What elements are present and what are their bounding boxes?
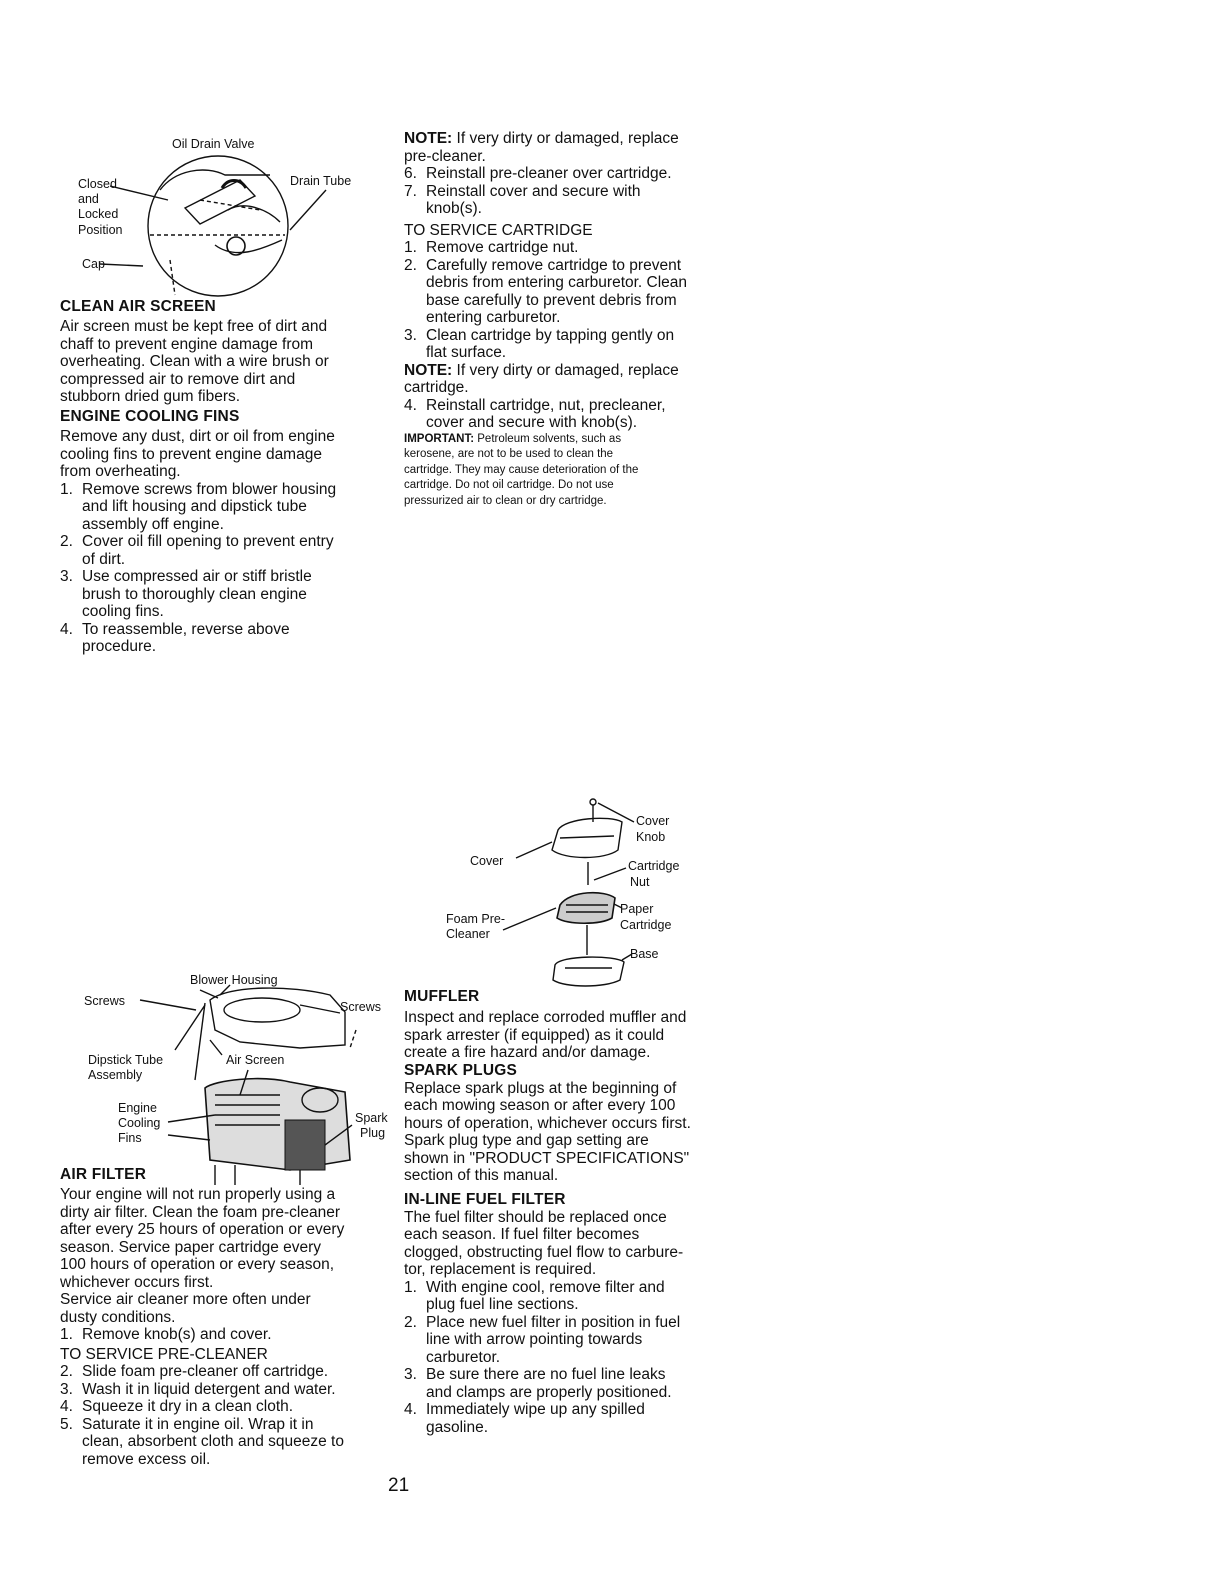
- step-number: 2.: [404, 1313, 417, 1331]
- heading-in-line-fuel-filter: IN-LINE FUEL FILTER: [404, 1190, 566, 1208]
- text-line: cartridge.: [404, 379, 469, 396]
- label-cartridge-nut-1: Cartridge: [628, 859, 680, 873]
- text-line: season. Service paper cartridge every: [60, 1238, 322, 1256]
- step-number: 5.: [60, 1415, 73, 1433]
- text-line: Reinstall pre-cleaner over cartridge.: [426, 165, 672, 182]
- step-number: 2.: [60, 1363, 73, 1380]
- text-line: of dirt.: [82, 550, 126, 568]
- list-item: [404, 1279, 734, 1314]
- text-line: Carefully remove cartridge to prevent: [426, 256, 682, 274]
- text-line: spark arrester (if equipped) as it could: [404, 1026, 665, 1044]
- label-assembly: Assembly: [88, 1068, 143, 1082]
- label-base: Base: [630, 947, 659, 961]
- heading-air-filter: AIR FILTER: [60, 1166, 147, 1183]
- text-line: plug fuel line sections.: [426, 1296, 579, 1313]
- list-item: [404, 1314, 734, 1367]
- step-number: 4.: [60, 620, 73, 638]
- note-label: NOTE:: [404, 130, 453, 147]
- text-line: compressed air to remove dirt and: [60, 370, 296, 388]
- label-cap: Cap: [82, 257, 105, 271]
- text-line: Remove knob(s) and cover.: [82, 1326, 272, 1343]
- label-paper-2: Cartridge: [620, 918, 672, 932]
- step-number: 3.: [60, 568, 73, 585]
- text-line: cooling fins to prevent engine damage: [60, 445, 322, 463]
- text-line: pre-cleaner.: [404, 147, 486, 165]
- page-number: 21: [388, 1475, 410, 1496]
- text-line: Service air cleaner more often under: [60, 1291, 311, 1308]
- step-number: 6.: [404, 165, 417, 182]
- step-number: 2.: [60, 533, 73, 550]
- heading-engine-cooling-fins: ENGINE COOLING FINS: [60, 408, 240, 425]
- text-line: section of this manual.: [404, 1167, 559, 1184]
- text-line: knob(s).: [426, 200, 482, 217]
- label-dipstick-tube: Dipstick Tube: [88, 1053, 164, 1067]
- text-line: Remove any dust, dirt or oil from engine: [60, 428, 335, 445]
- text-line: clean, absorbent cloth and squeeze to: [82, 1433, 344, 1450]
- text-line: each mowing season or after every 100: [404, 1097, 676, 1114]
- label-paper-1: Paper: [620, 902, 654, 916]
- text-line: Remove cartridge nut.: [426, 239, 579, 256]
- text-line: kerosene, are not to be used to clean the: [404, 448, 614, 460]
- label-foam-cleaner: Cleaner: [446, 927, 490, 941]
- text-line: from overheating.: [60, 463, 181, 480]
- label-spark: Spark: [355, 1111, 388, 1125]
- label-air-screen: Air Screen: [226, 1053, 285, 1067]
- text-line: Squeeze it dry in a clean cloth.: [82, 1398, 294, 1415]
- text-line: line with arrow pointing towards: [426, 1331, 643, 1348]
- text-line: create a fire hazard and/or damage.: [404, 1044, 651, 1061]
- text-line: hours of operation, whichever occurs first.: [404, 1114, 691, 1132]
- list-item: [404, 1401, 734, 1436]
- text-line: remove excess oil.: [82, 1450, 211, 1468]
- text-line: Spark plug type and gap setting are: [404, 1132, 649, 1149]
- label-oil-drain-valve: Oil Drain Valve: [172, 137, 255, 151]
- label-locked: Locked: [78, 207, 119, 221]
- text-line: cooling fins.: [82, 603, 164, 620]
- label-closed: Closed: [78, 177, 117, 191]
- text-line: Replace spark plugs at the beginning of: [404, 1079, 677, 1097]
- step-number: 3.: [60, 1380, 73, 1398]
- label-cover-knob-2: Knob: [636, 830, 666, 844]
- step-number: 4.: [404, 1401, 417, 1418]
- list-item: [60, 1381, 390, 1399]
- step-number: 4.: [404, 396, 417, 414]
- subheading-pre-cleaner: TO SERVICE PRE-CLEANER: [60, 1345, 268, 1363]
- heading-spark-plugs: SPARK PLUGS: [404, 1061, 518, 1079]
- step-number: 1.: [60, 480, 73, 498]
- text-line: tor, replacement is required.: [404, 1261, 597, 1278]
- right-column-bottom: [404, 1009, 734, 1436]
- text-line: and clamps are properly positioned.: [426, 1383, 672, 1401]
- text-line: shown in "PRODUCT SPECIFICATIONS": [404, 1149, 690, 1167]
- step-number: 1.: [60, 1326, 73, 1343]
- step-number: 3.: [404, 1366, 417, 1383]
- text-line: procedure.: [82, 638, 157, 655]
- text-line: entering carburetor.: [426, 309, 561, 326]
- important-text: Petroleum solvents, such as: [474, 432, 622, 445]
- text-line: Reinstall cartridge, nut, precleaner,: [426, 396, 666, 414]
- list-item: [60, 1416, 390, 1469]
- text-line: whichever occurs first.: [60, 1273, 214, 1291]
- label-fins: Fins: [118, 1131, 142, 1145]
- text-line: Inspect and replace corroded muffler and: [404, 1009, 687, 1026]
- heading-clean-air-screen: CLEAN AIR SCREEN: [60, 298, 216, 315]
- list-item: [404, 1366, 734, 1401]
- note-text: If very dirty or damaged, replace: [452, 130, 679, 147]
- text-line: Place new fuel filter in position in fuel: [426, 1313, 681, 1331]
- label-screws-right: Screws: [340, 1000, 381, 1014]
- text-line: With engine cool, remove filter and: [426, 1278, 665, 1296]
- text-line: Saturate it in engine oil. Wrap it in: [82, 1415, 314, 1433]
- step-number: 2.: [404, 256, 417, 274]
- text-line: carburetor.: [426, 1348, 501, 1366]
- step-number: 3.: [404, 326, 417, 344]
- text-line: stubborn dried gum fibers.: [60, 388, 241, 405]
- note-text: If very dirty or damaged, replace: [452, 361, 679, 379]
- text-line: after every 25 hours of operation or every: [60, 1221, 345, 1238]
- text-line: cover and secure with knob(s).: [426, 414, 638, 431]
- text-line: pressurized air to clean or dry cartridge.: [404, 494, 607, 507]
- label-and: and: [78, 192, 99, 206]
- text-line: Be sure there are no fuel line leaks: [426, 1366, 666, 1383]
- label-foam-pre: Foam Pre-: [446, 912, 506, 926]
- label-position: Position: [78, 223, 123, 237]
- label-cover: Cover: [470, 854, 504, 868]
- subheading-service-cartridge: TO SERVICE CARTRIDGE: [404, 221, 593, 239]
- text-line: Air screen must be kept free of dirt and: [60, 318, 328, 335]
- text-line: Clean cartridge by tapping gently on: [426, 326, 675, 344]
- label-screws-left: Screws: [84, 994, 125, 1008]
- text-line: and lift housing and dipstick tube: [82, 498, 307, 515]
- text-line: Immediately wipe up any spilled: [426, 1401, 645, 1418]
- label-cover-knob-1: Cover: [636, 814, 670, 828]
- text-line: debris from entering carburetor. Clean: [426, 274, 688, 291]
- text-line: dusty conditions.: [60, 1308, 176, 1326]
- important-label: IMPORTANT:: [404, 432, 475, 445]
- note-label: NOTE:: [404, 361, 453, 379]
- text-line: Use compressed air or stiff bristle: [82, 568, 312, 585]
- text-line: brush to thoroughly clean engine: [82, 585, 307, 603]
- text-line: each season. If fuel filter becomes: [404, 1226, 640, 1243]
- list-item: [60, 1398, 390, 1416]
- text-line: dirty air filter. Clean the foam pre-cleaner: [60, 1203, 340, 1221]
- text-line: Wash it in liquid detergent and water.: [82, 1380, 336, 1398]
- text-line: overheating. Clean with a wire brush or: [60, 353, 329, 370]
- text-line: The fuel filter should be replaced once: [404, 1208, 667, 1226]
- text-line: Your engine will not run properly using a: [60, 1186, 336, 1203]
- text-line: gasoline.: [426, 1418, 489, 1436]
- list-item: [60, 1363, 390, 1381]
- label-drain-tube: Drain Tube: [290, 174, 352, 188]
- step-number: 4.: [60, 1398, 73, 1415]
- heading-muffler: MUFFLER: [404, 988, 480, 1005]
- label-plug: Plug: [360, 1126, 386, 1140]
- text-line: cartridge. Do not oil cartridge. Do not use: [404, 479, 614, 491]
- text-line: clogged, obstructing fuel flow to carbure-: [404, 1243, 684, 1261]
- step-number: 7.: [404, 182, 417, 200]
- label-blower-housing: Blower Housing: [190, 973, 278, 987]
- list-item: [60, 1326, 390, 1344]
- label-cartridge-nut-2: Nut: [630, 875, 650, 889]
- text-line: Slide foam pre-cleaner off cartridge.: [82, 1363, 329, 1380]
- label-engine: Engine: [118, 1101, 157, 1115]
- text-line: Remove screws from blower housing: [82, 480, 337, 498]
- text-line: Reinstall cover and secure with: [426, 182, 641, 200]
- air-filter-illustration: [0, 0, 720, 1000]
- text-line: assembly off engine.: [82, 515, 224, 533]
- text-line: Cover oil fill opening to prevent entry: [82, 533, 334, 550]
- air-filter-paragraph: [60, 1186, 390, 1468]
- text-line: chaff to prevent engine damage from: [60, 335, 314, 353]
- text-line: 100 hours of operation or every season,: [60, 1256, 335, 1273]
- text-line: To reassemble, reverse above: [82, 620, 290, 638]
- step-number: 1.: [404, 1278, 417, 1296]
- label-cooling: Cooling: [118, 1116, 161, 1130]
- text-line: base carefully to prevent debris from: [426, 291, 677, 309]
- text-line: flat surface.: [426, 344, 507, 361]
- text-line: cartridge. They may cause deterioration of the: [404, 463, 639, 476]
- step-number: 1.: [404, 239, 417, 256]
